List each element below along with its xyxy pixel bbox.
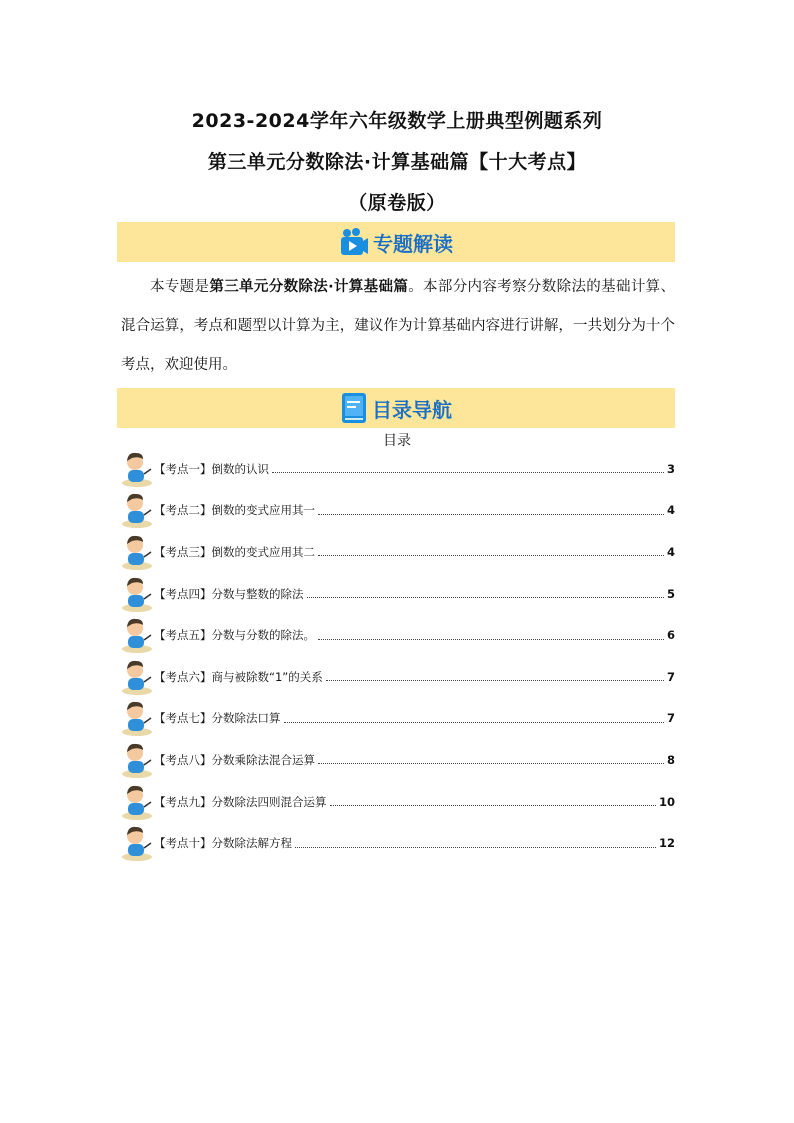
toc-item-label: 【考点四】分数与整数的除法 [154, 586, 304, 601]
student-icon [120, 491, 154, 529]
toc-item-page: 7 [666, 711, 675, 726]
toc-item-page: 10 [658, 794, 675, 809]
toc-heading: 目录 [383, 433, 411, 449]
student-icon [120, 658, 154, 696]
leader-dots [318, 514, 664, 515]
toc-item[interactable] [120, 698, 675, 740]
leader-dots [318, 639, 664, 640]
toc-item-label: 【考点一】倒数的认识 [154, 461, 269, 476]
toc-item-page: 5 [666, 586, 675, 601]
student-icon [120, 533, 154, 571]
leader-dots [318, 555, 664, 556]
toc-item[interactable] [120, 573, 675, 615]
leader-dots [284, 722, 664, 723]
leader-dots [272, 472, 664, 473]
toc-item-page: 8 [666, 752, 675, 767]
leader-dots [295, 847, 656, 848]
topic-banner [117, 222, 675, 262]
book-icon [340, 392, 368, 424]
intro-bold: 第三单元分数除法·计算基础篇 [209, 279, 409, 295]
toc-item-label: 【考点十】分数除法解方程 [154, 836, 292, 851]
toc-item-page: 7 [666, 669, 675, 684]
toc-item[interactable] [120, 822, 675, 864]
toc-item[interactable] [120, 448, 675, 490]
toc-item[interactable] [120, 531, 675, 573]
toc-item-label: 【考点二】倒数的变式应用其一 [154, 503, 315, 518]
toc-item-label: 【考点五】分数与分数的除法。 [154, 628, 315, 643]
toc-item[interactable] [120, 781, 675, 823]
student-icon [120, 783, 154, 821]
toc-item-page: 12 [658, 836, 675, 851]
leader-dots [318, 763, 664, 764]
doc-title: 2023-2024学年六年级数学上册典型例题系列 [191, 110, 603, 132]
toc-item-label: 【考点九】分数除法四则混合运算 [154, 794, 327, 809]
toc-list [120, 448, 675, 864]
toc-item-label: 【考点八】分数乘除法混合运算 [154, 752, 315, 767]
topic-banner-label: 专题解读 [373, 231, 453, 256]
student-icon [120, 575, 154, 613]
toc-item-page: 4 [666, 544, 675, 559]
leader-dots [330, 805, 656, 806]
doc-subtitle: 第三单元分数除法·计算基础篇【十大考点】 [207, 151, 587, 173]
toc-item-label: 【考点六】商与被除数“1”的关系 [154, 669, 323, 684]
toc-item[interactable] [120, 739, 675, 781]
toc-item-page: 6 [666, 628, 675, 643]
toc-item-page: 3 [666, 461, 675, 476]
toc-item[interactable] [120, 490, 675, 532]
student-icon [120, 616, 154, 654]
student-icon [120, 824, 154, 862]
toc-item-label: 【考点七】分数除法口算 [154, 711, 281, 726]
intro-rest: 。本部分内容考察分数除法的基础计算、混合运算，考点和题型以计算为主，建议作为计算基础内容进行讲解，一共划分为十个考点，欢迎使用。 [121, 279, 676, 373]
doc-edition: （原卷版） [348, 192, 446, 214]
intro-paragraph [121, 268, 675, 385]
toc-item-label: 【考点三】倒数的变式应用其二 [154, 544, 315, 559]
toc-item[interactable] [120, 614, 675, 656]
intro-prefix: 本专题是 [150, 279, 210, 295]
toc-banner-label: 目录导航 [372, 397, 452, 422]
toc-banner [117, 388, 675, 428]
toc-item[interactable] [120, 656, 675, 698]
leader-dots [307, 597, 664, 598]
leader-dots [326, 680, 664, 681]
video-play-icon [339, 227, 369, 257]
toc-item-page: 4 [666, 503, 675, 518]
student-icon [120, 450, 154, 488]
student-icon [120, 741, 154, 779]
student-icon [120, 699, 154, 737]
